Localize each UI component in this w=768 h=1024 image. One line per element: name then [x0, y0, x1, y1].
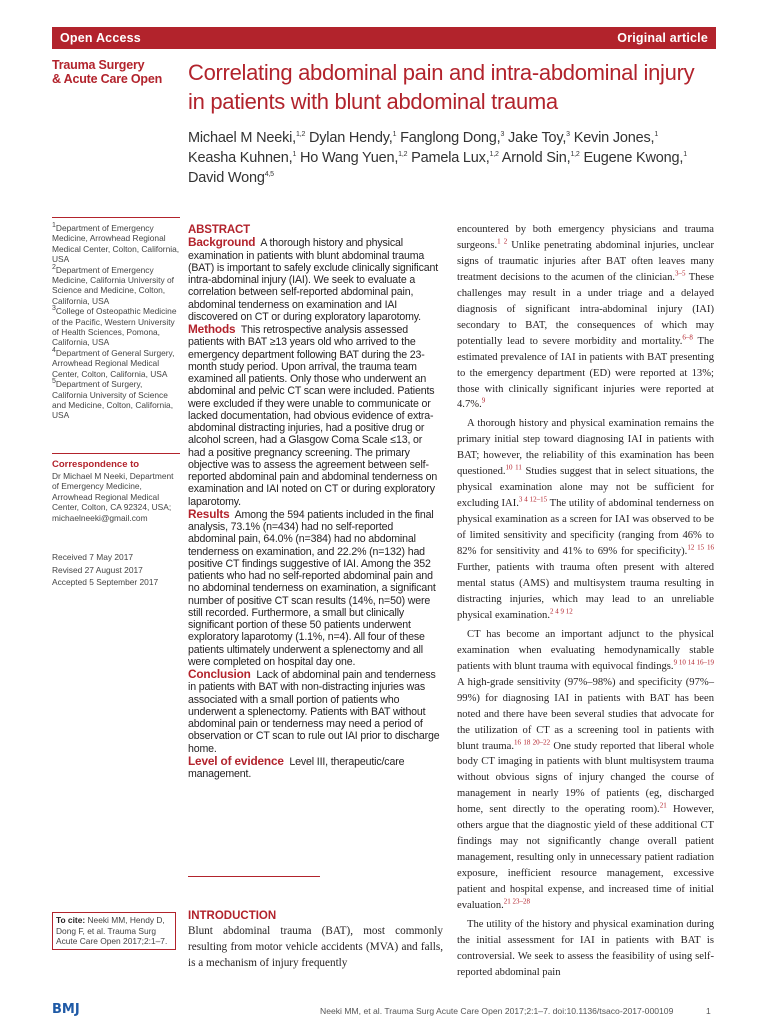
affiliations: [52, 223, 180, 421]
ref-link[interactable]: 3 4 12–15: [518, 495, 548, 504]
p1c: These challenges may result in a under triage and a delayed diagnosis of significant intra-abdominal injury (IAI) secondary to BAT, the consequences of which may potentially lead to severe morbidity and mortality.: [457, 271, 714, 347]
revised-date: Revised 27 August 2017: [52, 564, 143, 575]
abstract-conclusion: [188, 668, 442, 755]
author-name[interactable]: Fanglong Dong,: [400, 130, 501, 146]
methods-text: This retrospective analysis assessed patients with BAT ≥13 years old who arrived to the emergency department following BAT during the 23-month study period. Upon arrival, the trauma team examined all patients. Only those who underwent an abdominal and pelvic CT scan were included. Patients were excluded if they were unable to communicate or lacked documentation, had obvious evidence of extra-abdominal distracting injuries, had a positive drug or alcohol screen, had a Glasgow Coma Scale ≤13, or had a positive pregnancy screening. The primary objective was to assess the agreement between self-reported abdominal pain and abdominal tenderness on examination and IAI noted on CT or during exploratory laparotomy.: [188, 324, 438, 508]
cite-label: To cite:: [56, 915, 86, 925]
ref-link[interactable]: 2 4 9 12: [549, 607, 573, 616]
evidence-text: Level III, therapeutic/care management.: [188, 755, 405, 780]
author-name[interactable]: Eugene Kwong,: [583, 150, 684, 166]
methods-label: Methods: [188, 322, 236, 336]
journal-name-line2: & Acute Care Open: [52, 72, 163, 86]
affiliation-item: [52, 379, 180, 421]
author-affiliation-sup: 3: [500, 131, 505, 139]
author-name[interactable]: David Wong: [188, 170, 265, 186]
cite-box: [52, 912, 176, 950]
ref-link[interactable]: 9: [481, 396, 486, 405]
background-text: A thorough history and physical examination in patients with blunt abdominal trauma (BAT) is important to safely exclude clinically significant intra-abdominal injury (IAI). We seek to evaluate a correlation between self-reported abdominal pain, abdominal tenderness on examination and IAI discovered on CT or during exploratory laparotomy.: [188, 237, 439, 323]
author-name[interactable]: Dylan Hendy,: [308, 130, 393, 146]
open-access-label: Open Access: [60, 31, 141, 45]
introduction-text: Blunt abdominal trauma (BAT), most commonly resulting from motor vehicle accidents (MVA) and falls, is a mechanism of injury frequently: [188, 925, 443, 969]
p1a: encountered by both emergency physicians and trauma surgeons.: [457, 224, 714, 251]
p2b: Studies suggest that in select situations, the physical examination alone may not be sufficient for excluding IAI.: [457, 466, 714, 510]
cite-text: Neeki MM, Hendy D, Dong F, et al. Trauma Surg Acute Care Open 2017;2:1–7.: [56, 915, 168, 946]
page-number: 1: [706, 1006, 711, 1016]
p2a: A thorough history and physical examination remains the primary initial step toward diagnosing IAI in patients with BAT; however, the reliability of this examination has been questioned.: [457, 418, 714, 478]
accepted-date: Accepted 5 September 2017: [52, 577, 159, 587]
affiliation-number: 5: [52, 378, 56, 386]
author-name[interactable]: Michael M Neeki,: [188, 130, 296, 146]
p3b: A high-grade sensitivity (97%–98%) and specificity (97%–99%) for diagnosing IAI in patients with BAT has been noted and there have been several studies that advocate for the utilization of CT as a screening tool in patients with blunt trauma.: [457, 676, 714, 752]
introduction-heading: INTRODUCTION: [188, 910, 277, 922]
p1d: The estimated prevalence of IAI in patients with BAT presenting to the emergency department (ED) were reported at 13%; those with clinically significant injuries were reported at 4.7%.: [457, 335, 714, 411]
affiliation-text: Department of Surgery, California University of Science and Medicine, Colton, California, USA: [52, 379, 174, 421]
affiliation-item: [52, 348, 180, 379]
p2c: The utility of abdominal tenderness on physical examination as a screen for IAI was observed to be of limited sensitivity and specificity (ranging from 46% to 82% for sensitivity and 41% to 69% for specificity).: [457, 498, 715, 558]
author-name[interactable]: Keasha Kuhnen,: [188, 150, 293, 166]
affiliation-number: 1: [52, 222, 56, 230]
conclusion-label: Conclusion: [188, 667, 251, 681]
ref-link[interactable]: 21: [659, 801, 667, 810]
author-name[interactable]: Pamela Lux,: [411, 150, 490, 166]
abstract-background: [188, 236, 442, 323]
author-list: [188, 128, 708, 188]
journal-name: [52, 58, 177, 86]
correspondence-divider: [52, 453, 180, 454]
abstract-evidence: [188, 755, 442, 781]
p1b: Unlike penetrating abdominal injuries, unclear signs of traumatic injuries after BAT often leaves many treatment decisions to the acumen of the clinician.: [457, 239, 715, 283]
author-affiliation-sup: 1: [683, 151, 687, 159]
journal-name-line1: Trauma Surgery: [52, 58, 145, 72]
correspondence-text: Dr Michael M Neeki, Department of Emergency Medicine, Arrowhead Regional Medical Center, Colton, CA 92324, USA; michaelneeki@gmail.com: [52, 471, 174, 523]
conclusion-text: Lack of abdominal pain and tenderness in patients with BAT with non-distracting injuries was associated with a small portion of patients who underwent a splenectomy. Patients with BAT without abdominal pain or tenderness may need a period of observation or CT scan to rule out IAI prior to discharge home.: [188, 669, 440, 755]
affiliation-text: Department of Emergency Medicine, Arrowhead Regional Medical Center, Colton, California, USA: [52, 223, 180, 265]
abstract: [188, 224, 442, 780]
correspondence-heading: Correspondence to: [52, 459, 140, 470]
body-paragraph-2: [457, 416, 714, 623]
abstract-heading: ABSTRACT: [188, 224, 251, 236]
author-affiliation-sup: 1: [654, 131, 659, 139]
top-banner: [52, 27, 716, 49]
p3a: CT has become an important adjunct to the physical examination when evaluating hemodynamically stable patients with blunt trauma with equivocal findings.: [457, 628, 714, 672]
ref-link[interactable]: 10 11: [505, 463, 522, 472]
author-affiliation-sup: 4,5: [264, 171, 274, 179]
ref-link[interactable]: 1 2: [497, 237, 508, 246]
ref-link[interactable]: 16 18 20–22: [514, 737, 551, 746]
p3d: However, others argue that the diagnostic yield of these additional CT findings may not significantly change overall patient management, resulting only in unnecessary patient radiation exposure, inefficient resource management, excessive patient and hospital expense, and increased time of initial evaluation.: [457, 804, 714, 912]
affiliation-number: 3: [52, 305, 56, 313]
results-text: Among the 594 patients included in the final analysis, 73.1% (n=434) had no self-reported abdominal pain, 64.0% (n=384) had no abdominal tenderness on examination, and 22.2% (n=132) had positive CT findings suggestive of IAI. Among the 352 patients who had no self-reported abdominal pain and no abdominal tenderness on examination, a significant number of positive CT scan results (14%, n=50) were still recorded. Furthermore, a small but clinically significant portion of these 50 patients underwent exploratory laparotomy (1.1%, n=4). All four of these patients ultimately underwent a splenectomy and all were completed on hospital day one.: [188, 508, 436, 668]
body-paragraph-3: [457, 627, 714, 914]
footer-citation: Neeki MM, et al. Trauma Surg Acute Care Open 2017;2:1–7. doi:10.1136/tsaco-2017-000109: [320, 1006, 674, 1016]
article-type-label: Original article: [617, 31, 708, 45]
affiliation-item: [52, 223, 180, 265]
evidence-label: Level of evidence: [188, 753, 284, 768]
author-name[interactable]: Jake Toy,: [508, 130, 567, 146]
author-name[interactable]: Arnold Sin,: [501, 150, 571, 166]
ref-link[interactable]: 12 15 16: [687, 543, 715, 552]
background-label: Background: [188, 235, 256, 250]
ref-link[interactable]: 3–5: [675, 269, 686, 278]
author-affiliation-sup: 3: [566, 131, 570, 139]
affiliation-number: 4: [52, 347, 56, 355]
ref-link[interactable]: 21 23–28: [503, 897, 531, 906]
bmj-logo: BMJ: [52, 1002, 80, 1017]
ref-link[interactable]: 9 10 14 16–19: [673, 658, 714, 667]
received-date: Received 7 May 2017: [52, 552, 134, 562]
author-affiliation-sup: 1,2: [570, 151, 580, 159]
article-dates: [52, 551, 180, 589]
affiliation-text: Department of Emergency Medicine, California University of Science and Medicine, Colton, California, USA: [52, 264, 174, 306]
author-name[interactable]: Ho Wang Yuen,: [299, 150, 399, 166]
article-title: Correlating abdominal pain and intra-abdominal injury in patients with blunt abdominal trauma: [188, 60, 695, 114]
author-affiliation-sup: 1,2: [398, 151, 408, 159]
abstract-divider: [188, 876, 320, 877]
affiliation-text: Department of General Surgery, Arrowhead Regional Medical Center, Colton, California, USA: [52, 347, 175, 379]
author-affiliation-sup: 1,2: [489, 151, 499, 159]
affiliation-item: [52, 265, 180, 307]
affiliation-text: College of Osteopathic Medicine of the Pacific, Western University of Health Sciences, Pomona, California, USA: [52, 306, 177, 348]
abstract-methods: [188, 323, 442, 508]
author-affiliation-sup: 1,2: [296, 131, 306, 139]
body-paragraph-1: [457, 222, 714, 413]
affiliation-number: 2: [52, 263, 56, 271]
affiliation-divider: [52, 217, 180, 218]
right-column-body: [457, 222, 714, 981]
p2d: Further, patients with trauma often present with altered mental status (AMS) and multisystem trauma resulting in distracting injuries, which may lead to an unreliable physical examination.: [457, 562, 714, 621]
author-affiliation-sup: 1: [292, 151, 297, 159]
abstract-results: [188, 508, 442, 668]
body-paragraph-4: The utility of the history and physical examination during the initial assessment for IAI in patients with BAT is controversial. We seek to assess the feasibility of using self-reported abdominal pain: [457, 918, 714, 978]
results-label: Results: [188, 506, 230, 521]
author-name[interactable]: Kevin Jones,: [573, 130, 655, 146]
affiliation-item: [52, 306, 180, 348]
author-affiliation-sup: 1: [392, 131, 397, 139]
ref-link[interactable]: 6–8: [682, 333, 693, 342]
p3c: One study reported that liberal whole body CT imaging in patients with blunt multisystem trauma without obvious signs of injury changed the course of management in nearly 19% of patients (eg, discharged home, sent directly to the operating room).: [457, 740, 714, 816]
